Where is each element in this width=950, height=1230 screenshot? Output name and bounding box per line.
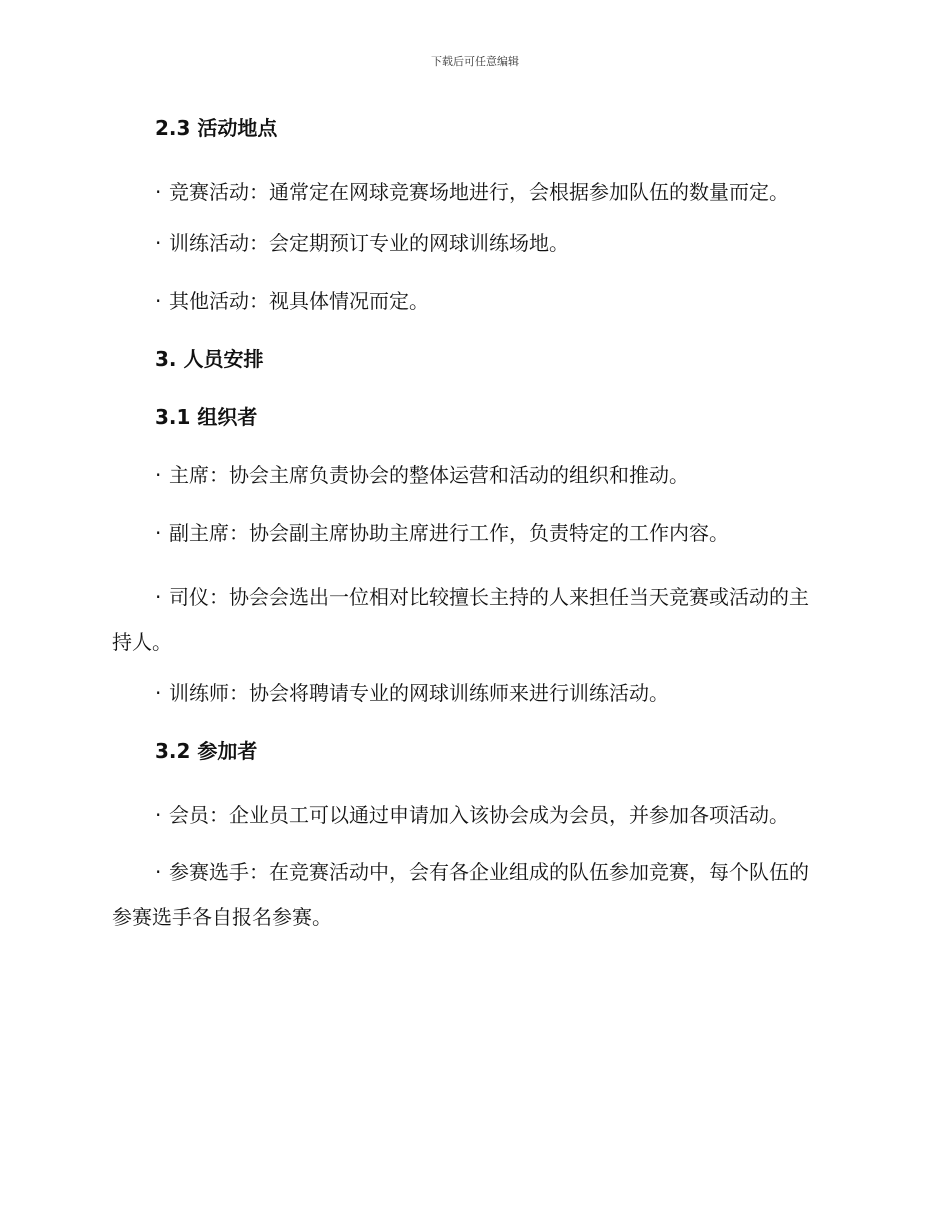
section-heading-2-3: 2.3 活动地点 [155,116,278,140]
paragraph-host [112,575,824,665]
paragraph-coach [112,677,824,709]
section-heading-3: 3. 人员安排 [155,347,264,371]
paragraph-text: 参赛选手：在竞赛活动中，会有各企业组成的队伍参加竞赛，每个队伍的参赛选手各自报名参赛。 [112,860,809,929]
bullet: · [155,463,162,487]
paragraph-text: 副主席：协会副主席协助主席进行工作，负责特定的工作内容。 [169,521,729,545]
paragraph-text: 其他活动：视具体情况而定。 [169,289,429,313]
paragraph-other-activity [112,285,824,317]
section-heading-3-1: 3.1 组织者 [155,405,258,429]
document-body [112,112,824,952]
bullet: · [155,231,162,255]
bullet: · [155,585,162,609]
paragraph-text: 主席：协会主席负责协会的整体运营和活动的组织和推动。 [169,463,689,487]
bullet: · [155,521,162,545]
paragraph-text: 会员：企业员工可以通过申请加入该协会成为会员，并参加各项活动。 [169,803,789,827]
bullet: · [155,681,162,705]
bullet: · [155,180,162,204]
bullet: · [155,803,162,827]
paragraph-text: 训练活动：会定期预订专业的网球训练场地。 [169,231,569,255]
paragraph-text: 竞赛活动：通常定在网球竞赛场地进行，会根据参加队伍的数量而定。 [169,180,789,204]
paragraph-competition-activity [112,170,824,215]
paragraph-player [112,850,824,940]
paragraph-chair [112,459,824,491]
paragraph-training-activity [112,227,824,259]
paragraph-text: 训练师：协会将聘请专业的网球训练师来进行训练活动。 [169,681,669,705]
paragraph-vice-chair [112,517,824,549]
section-heading-3-2: 3.2 参加者 [155,739,258,763]
bullet: · [155,860,162,884]
bullet: · [155,289,162,313]
header-note: 下载后可任意编辑 [431,55,519,68]
paragraph-text: 司仪：协会会选出一位相对比较擅长主持的人来担任当天竞赛或活动的主持人。 [112,585,809,654]
paragraph-member [112,793,824,838]
